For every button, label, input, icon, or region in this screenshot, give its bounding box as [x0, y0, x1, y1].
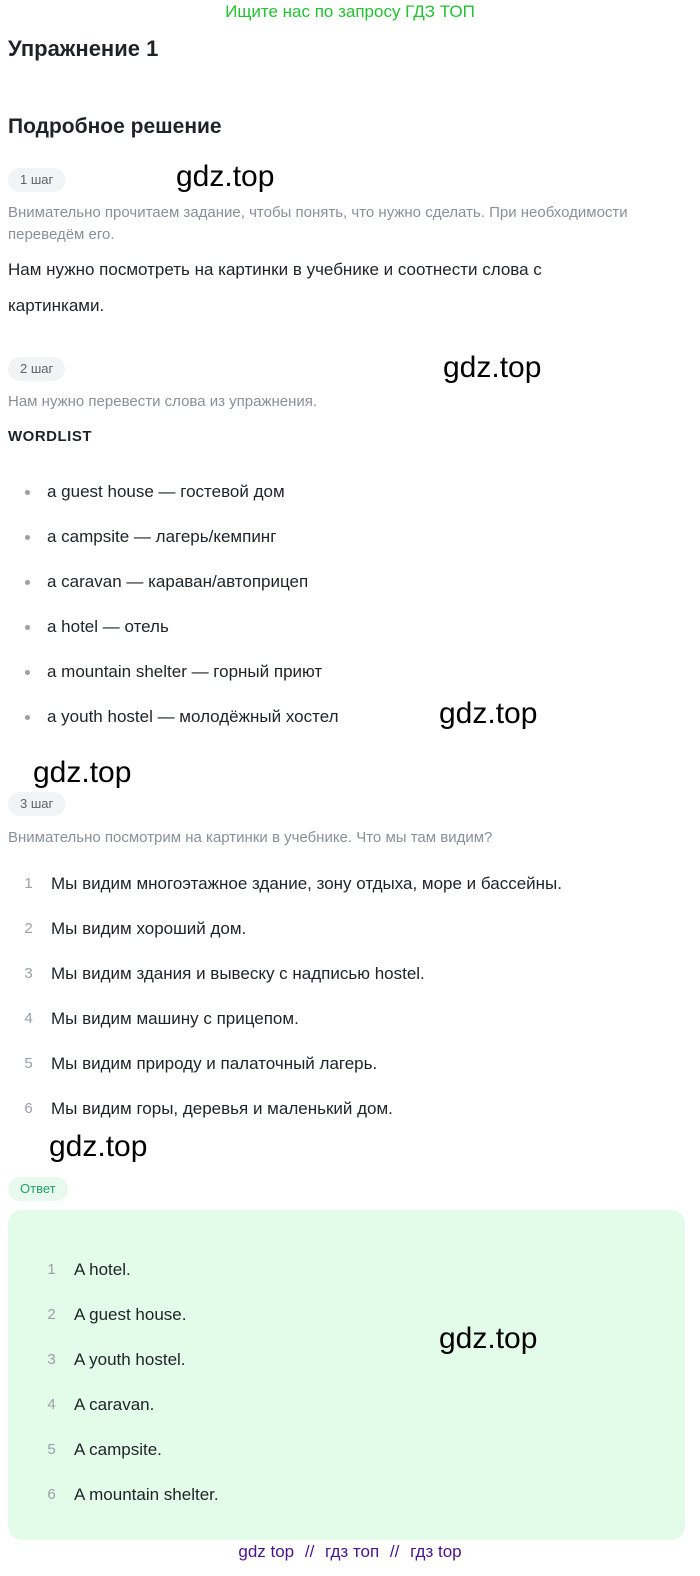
list-item [16, 918, 562, 963]
answer-label: Ответ [8, 1177, 68, 1201]
word-entry: a guest house — гостевой дом [47, 482, 285, 501]
item-text: A campsite. [74, 1440, 162, 1459]
item-text: A youth hostel. [74, 1350, 186, 1369]
step-2-badge [8, 357, 65, 381]
watermark: gdz.top [439, 697, 538, 730]
item-text: Мы видим здания и вывеску с надписью hostel. [51, 964, 425, 983]
step-1-badge [8, 168, 65, 192]
word-entry: a campsite — лагерь/кемпинг [47, 527, 277, 546]
wordlist [25, 481, 339, 751]
list-item [39, 1484, 219, 1529]
word-entry: a hotel — отель [47, 617, 169, 636]
item-text: A hotel. [74, 1260, 131, 1279]
list-item [25, 706, 339, 751]
step-3-label: 3 шаг [8, 792, 65, 816]
item-text: A mountain shelter. [74, 1485, 219, 1504]
list-item [25, 526, 339, 571]
observations-list [16, 873, 562, 1143]
item-text: Мы видим машину с прицепом. [51, 1009, 299, 1028]
item-text: A caravan. [74, 1395, 155, 1414]
search-banner: Ищите нас по запросу ГДЗ ТОП [225, 2, 475, 21]
footer-separator: // [389, 1542, 400, 1561]
word-entry: a caravan — караван/автоприцеп [47, 572, 309, 591]
footer-link-gdz-top[interactable]: gdz top [238, 1542, 295, 1561]
step-2-hint: Нам нужно перевести слова из упражнения. [8, 393, 318, 410]
item-text: Мы видим многоэтажное здание, зону отдыха, море и бассейны. [51, 874, 562, 893]
bullet-icon [25, 715, 30, 720]
bullet-icon [25, 625, 30, 630]
list-item [39, 1439, 219, 1484]
item-number: 5 [47, 1441, 56, 1458]
footer-links [0, 1542, 700, 1562]
item-number: 2 [47, 1306, 56, 1323]
list-item [25, 571, 339, 616]
item-number: 4 [47, 1396, 56, 1413]
item-text: A guest house. [74, 1305, 187, 1324]
step-1-text-line1: Нам нужно посмотреть на картинки в учебнике и соотнести слова с [8, 260, 542, 279]
item-number: 3 [47, 1351, 56, 1368]
list-item [16, 873, 562, 918]
footer-link-gdz-top-mixed[interactable]: гдз top [410, 1542, 462, 1561]
item-text: Мы видим природу и палаточный лагерь. [51, 1054, 378, 1073]
bullet-icon [25, 670, 30, 675]
list-item [16, 1053, 562, 1098]
watermark: gdz.top [443, 351, 542, 384]
list-item [25, 661, 339, 706]
answer-list [39, 1259, 219, 1529]
step-3-badge [8, 792, 65, 816]
word-entry: a youth hostel — молодёжный хостел [47, 707, 339, 726]
item-text: Мы видим горы, деревья и маленький дом. [51, 1099, 393, 1118]
footer-separator: // [304, 1542, 315, 1561]
step-1-text-line2: картинками. [8, 296, 105, 315]
exercise-title: Упражнение 1 [8, 36, 159, 61]
step-1-label: 1 шаг [8, 168, 65, 192]
list-item [39, 1394, 219, 1439]
item-number: 1 [47, 1261, 56, 1278]
bullet-icon [25, 535, 30, 540]
word-entry: a mountain shelter — горный приют [47, 662, 323, 681]
solution-title: Подробное решение [8, 115, 222, 138]
item-number: 3 [24, 965, 33, 982]
list-item [39, 1304, 219, 1349]
item-number: 6 [24, 1100, 33, 1117]
item-number: 1 [24, 875, 33, 892]
watermark: gdz.top [49, 1130, 148, 1163]
footer-link-gdz-top-ru[interactable]: гдз топ [325, 1542, 380, 1561]
item-number: 5 [24, 1055, 33, 1072]
watermark: gdz.top [176, 160, 275, 193]
list-item [39, 1259, 219, 1304]
item-number: 2 [24, 920, 33, 937]
wordlist-heading: WORDLIST [8, 428, 92, 445]
list-item [25, 616, 339, 661]
answer-badge [8, 1177, 68, 1201]
list-item [16, 963, 562, 1008]
bullet-icon [25, 580, 30, 585]
list-item [39, 1349, 219, 1394]
step-3-hint: Внимательно посмотрим на картинки в учебнике. Что мы там видим? [8, 829, 493, 846]
step-1-hint: Внимательно прочитаем задание, чтобы понять, что нужно сделать. При необходимости переведём его. [8, 204, 628, 243]
item-number: 6 [47, 1486, 56, 1503]
list-item [16, 1008, 562, 1053]
watermark: gdz.top [33, 756, 132, 789]
watermark: gdz.top [439, 1322, 538, 1355]
item-text: Мы видим хороший дом. [51, 919, 247, 938]
step-2-label: 2 шаг [8, 357, 65, 381]
list-item [25, 481, 339, 526]
item-number: 4 [24, 1010, 33, 1027]
bullet-icon [25, 490, 30, 495]
